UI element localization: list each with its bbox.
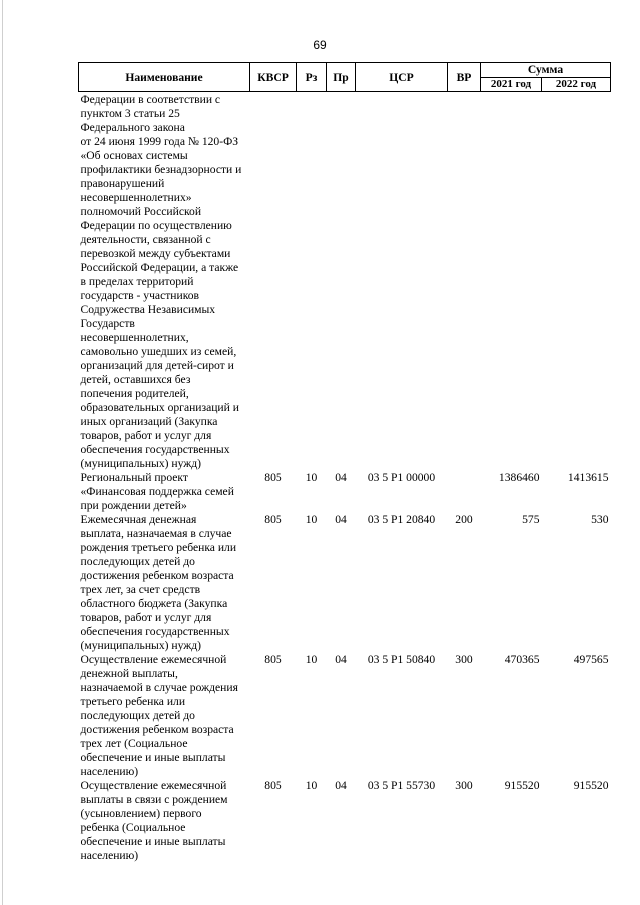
cell-name-line: обеспечения государственных [80, 625, 230, 638]
cell-pr: 04 [335, 653, 347, 666]
header-year-2022: 2022 год [542, 77, 611, 92]
cell-name-line: Содружества Независимых [80, 303, 216, 316]
cell-name [79, 513, 250, 653]
cell-name-line: образовательных организаций и [80, 401, 239, 414]
cell-name [79, 92, 250, 472]
cell-kvsr: 805 [264, 653, 282, 666]
cell-name-line: товаров, работ и услуг для [80, 611, 212, 624]
cell-name [79, 779, 250, 863]
cell-vr: 300 [455, 779, 473, 792]
cell-csr [356, 92, 448, 472]
table-row [79, 653, 611, 779]
cell-amount-2021: 1386460 [498, 471, 540, 484]
cell-name-line: Ежемесячная денежная [80, 513, 197, 526]
cell-name-line: обеспечения государственных [80, 443, 230, 456]
cell-name-line: детей, оставшихся без [80, 373, 191, 386]
cell-name-line: государств - участников [80, 289, 200, 302]
cell-csr: 03 5 P1 50840 [367, 653, 436, 666]
cell-name-line: последующих детей до [80, 555, 195, 568]
cell-name-line: областного бюджета (Закупка [80, 597, 228, 610]
table-header [79, 63, 611, 92]
cell-kvsr [250, 92, 297, 472]
cell-amount-2021: 915520 [504, 779, 540, 792]
cell-name-line: ребенка (Социальное [80, 821, 186, 834]
cell-name-line: достижения ребенком возраста [80, 569, 234, 582]
cell-name-line: профилактики безнадзорности и [80, 163, 242, 176]
header-name: Наименование [79, 63, 250, 92]
cell-kvsr: 805 [264, 779, 282, 792]
cell-name-line: несовершеннолетних, [80, 331, 189, 344]
cell-name-line: выплата, назначаемая в случае [80, 527, 232, 540]
cell-name-line: полномочий Российской [80, 205, 202, 218]
table-row [79, 92, 611, 472]
header-rz: Рз [297, 63, 327, 92]
cell-name-line: самовольно ушедших из семей, [80, 345, 237, 358]
scan-edge-line [2, 0, 3, 905]
cell-name-line: трех лет (Социальное [80, 737, 188, 750]
header-year-2021: 2021 год [481, 77, 542, 92]
cell-name-line: выплаты в связи с рождением [80, 793, 228, 806]
cell-name-line: деятельности, связанной с [80, 233, 211, 246]
cell-name-line: обеспечение и иные выплаты [80, 835, 226, 848]
cell-vr [448, 471, 481, 513]
cell-name-line: Федерации по осуществлению [80, 219, 232, 232]
cell-name-line: последующих детей до [80, 709, 195, 722]
page-number: 69 [313, 38, 327, 52]
cell-amount-2021: 470365 [504, 653, 540, 666]
cell-name-line: назначаемой в случае рождения [80, 681, 238, 694]
cell-csr: 03 5 P1 55730 [367, 779, 436, 792]
table-row [79, 471, 611, 513]
header-kvsr: КВСР [250, 63, 297, 92]
cell-name-line: Государств [80, 317, 135, 330]
cell-name-line: правонарушений [80, 177, 165, 190]
cell-name [79, 471, 250, 513]
cell-vr: 300 [455, 653, 473, 666]
cell-name-line: Осуществление ежемесячной [80, 653, 227, 666]
cell-rz: 10 [305, 653, 318, 666]
cell-name-line: достижения ребенком возраста [80, 723, 234, 736]
cell-amount-2022: 530 [591, 513, 609, 526]
cell-name-line: трех лет, за счет средств [80, 583, 201, 596]
cell-pr [327, 92, 356, 472]
cell-name-line: Федерального закона [80, 121, 185, 134]
cell-name-line: при рождении детей» [80, 499, 187, 512]
cell-name-line: Российской Федерации, а также [80, 261, 239, 274]
cell-name-line: от 24 июня 1999 года № 120-ФЗ [80, 135, 239, 148]
header-csr: ЦСР [356, 63, 448, 92]
cell-name-line: населению) [80, 849, 139, 862]
cell-name-line: несовершеннолетних» [80, 191, 192, 204]
cell-vr: 200 [455, 513, 473, 526]
cell-name-line: обеспечение и иные выплаты [80, 751, 226, 764]
cell-rz: 10 [305, 513, 318, 526]
cell-amount-2021: 575 [522, 513, 540, 526]
cell-amount-2022: 915520 [573, 779, 609, 792]
cell-rz: 10 [305, 779, 318, 792]
cell-pr: 04 [335, 779, 347, 792]
cell-name [79, 653, 250, 779]
cell-name-line: товаров, работ и услуг для [80, 429, 212, 442]
cell-amount-2022: 1413615 [567, 471, 609, 484]
cell-name-line: попечения родителей, [80, 387, 189, 400]
cell-kvsr: 805 [264, 513, 282, 526]
cell-csr: 03 5 P1 20840 [367, 513, 436, 526]
cell-name-line: организаций для детей-сирот и [80, 359, 234, 372]
table-body [79, 92, 611, 864]
cell-amount-2022: 497565 [573, 653, 609, 666]
cell-name-line: в пределах территорий [80, 275, 194, 288]
cell-vr [448, 92, 481, 472]
header-pr: Пр [327, 63, 356, 92]
table-row [79, 779, 611, 863]
cell-name-line: Осуществление ежемесячной [80, 779, 227, 792]
budget-table [78, 62, 611, 863]
cell-amount-2022 [542, 92, 611, 472]
cell-kvsr: 805 [264, 471, 282, 484]
cell-csr: 03 5 P1 00000 [367, 471, 436, 484]
cell-name-line: иных организаций (Закупка [80, 415, 218, 428]
cell-rz [297, 92, 327, 472]
cell-name-line: третьего ребенка или [80, 695, 186, 708]
cell-name-line: «Финансовая поддержка семей [80, 485, 234, 498]
cell-name-line: населению) [80, 765, 139, 778]
header-sum: Сумма [481, 63, 611, 78]
cell-name-line: (муниципальных) нужд) [80, 457, 202, 470]
cell-name-line: (муниципальных) нужд) [80, 639, 202, 652]
cell-pr: 04 [335, 471, 347, 484]
cell-name-line: перевозкой между субъектами [80, 247, 231, 260]
cell-name-line: Региональный проект [80, 471, 188, 484]
cell-name-line: (усыновлением) первого [80, 807, 202, 820]
cell-amount-2021 [481, 92, 542, 472]
cell-name-line: «Об основах системы [80, 149, 188, 162]
cell-name-line: рождения третьего ребенка или [80, 541, 237, 554]
cell-name-line: Федерации в соответствии с [80, 93, 221, 106]
table-row [79, 513, 611, 653]
cell-rz: 10 [305, 471, 318, 484]
header-vr: ВР [448, 63, 481, 92]
cell-pr: 04 [335, 513, 347, 526]
cell-name-line: денежной выплаты, [80, 667, 178, 680]
cell-name-line: пунктом 3 статьи 25 [80, 107, 180, 120]
